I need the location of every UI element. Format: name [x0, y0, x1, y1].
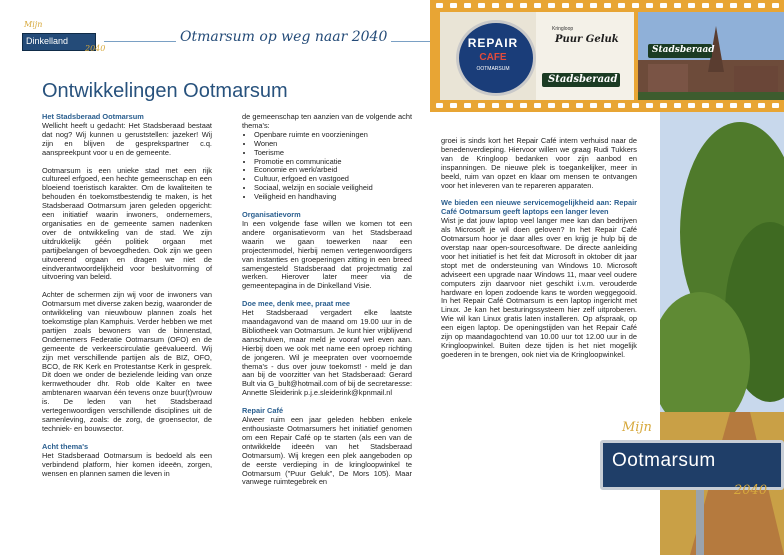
paragraph: In een volgende fase willen we komen tot een andere organisatievorm van het Stadsberaad waarin we gaan toewerken naar een projectenmodel, hierbij nemen vertegenwoordigers van instanties en groeperingen zitting in een breed samengesteld Stadsberaad dat projectmatig zal werken. Hierover later meer via de gemeentepagina in de Dinkelland Visie.	[242, 218, 412, 291]
film-perforation	[716, 3, 723, 8]
paragraph: groei is sinds kort het Repair Café intern verhuisd naar de benedenverdieping. Hiervoor willen we graag Rudi Tukkers van de Kringloop bedanken voor zijn aanbod en inspanningen. De nieuwe plek is toegankelijker, meer in beeld, ruim van opzet en klaar om mensen te ontvangen voor het inleveren van te repareren apparaten.	[441, 136, 637, 190]
list-item: • Toerisme	[254, 149, 412, 158]
repair-logo-line3: OOTMARSUM	[476, 66, 510, 72]
film-perforation	[590, 103, 597, 108]
heading-stadsberaad: Het Stadsberaad Ootmarsum	[42, 112, 144, 121]
heading-repair-cafe: Repair Café	[242, 406, 284, 416]
film-perforation	[730, 103, 737, 108]
column-3	[441, 137, 637, 360]
film-perforation	[534, 3, 541, 8]
film-perforation	[674, 103, 681, 108]
page-title: Ontwikkelingen Ootmarsum	[42, 80, 288, 102]
stadsberaad-logo: Stadsberaad	[548, 74, 618, 85]
paragraph: Het Stadsberaad Ootmarsum is bedoeld als een verbindend platform, hier komen ideeën, zorgen, wensen en plannen samen die leven in	[42, 450, 212, 478]
film-perforation	[758, 3, 765, 8]
film-perforation	[744, 103, 751, 108]
film-perforation	[548, 3, 555, 8]
repair-logo-line1: REPAIR	[467, 36, 519, 50]
film-perforation	[478, 3, 485, 8]
sign-name: Ootmarsum	[612, 450, 716, 471]
film-perforation	[604, 3, 611, 8]
film-perforation	[492, 103, 499, 108]
film-perforation	[576, 103, 583, 108]
film-perforation	[688, 3, 695, 8]
list-item: • Sociaal, welzijn en sociale veiligheid	[254, 184, 412, 193]
film-perforation	[562, 3, 569, 8]
film-perforation	[674, 3, 681, 8]
film-perforation	[604, 103, 611, 108]
film-perforation	[520, 103, 527, 108]
film-perforation	[548, 103, 555, 108]
film-perforation	[772, 3, 779, 8]
sign-pole	[696, 490, 704, 555]
film-perforation	[436, 103, 443, 108]
film-perforation	[520, 3, 527, 8]
film-perforation	[660, 103, 667, 108]
paragraph: Achter de schermen zijn wij voor de inwoners van Ootmarsum met diverse zaken bezig, waaronder de ontwikkeling van nieuwbouw plannen zoals het toekomstige plan Kamphuis. Verder hebben we met partijen zoals bewoners van de binnenstad, Ondernemers Federatie Ootmarsum (OFO) en de gemeente de verkeerscirculatie geëvalueerd. Wij zijn met verschillende partijen als de BIZ, OFO, BCO, de RK Kerk en Protestantse Kerk in gesprek. Dit doen we onder de bezielende leiding van onze kernwethouder dhr. Rob olde Kalter en twee ambtenaren waarvan één tevens onze buur(t)vrouw is. De leden van het Stadsberaad vertegenwoordigen verschillende disciplines uit de samenleving, zoals: de zorg, de groensector, de techniek- en bouwsector.	[42, 290, 212, 433]
paragraph: Wellicht heeft u gedacht: Het Stadsberaad bestaat dat nog? Wij kunnen u geruststellen: jazeker! Wij zijn en blijven de gesprekspartner c.q. aanspreekpunt voor u en de gemeente.	[42, 120, 212, 157]
film-perforation	[632, 103, 639, 108]
film-perforation	[506, 103, 513, 108]
heading-organisatievorm: Organisatievorm	[242, 210, 301, 220]
film-perforation	[450, 103, 457, 108]
film-perforation	[464, 3, 471, 8]
paragraph: Het Stadsberaad vergadert elke laatste maandagavond van de maand om 19.00 uur in de Bibliotheek van Ootmarsum. Je kunt hier vrijblijvend aanschuiven, maar meld je vooraf wel even aan. Hierbij doen we ook met name een oproep richting de jongeren. Wil je meepraten over voornoemde thema's - dus over jouw toekomst! - meld je dan aan bij de voorzitter van het Stadsberaad: Gerard Bult via G_bult@hotmail.com of bij de secretaresse: Annette Sleiderink p.j.e.sleiderink@kpnmail.nl	[242, 308, 412, 398]
brand-name: Dinkelland	[26, 36, 69, 46]
list-item: • Promotie en communicatie	[254, 158, 412, 167]
list-item: • Cultuur, erfgoed en vastgoed	[254, 175, 412, 184]
film-perforation	[702, 3, 709, 8]
film-perforation	[534, 103, 541, 108]
film-perforation	[716, 103, 723, 108]
heading-laptops: We bieden een nieuwe servicemogelijkheid aan: Repair Café Ootmarsum geeft laptops een langer leven	[441, 198, 637, 217]
film-perforation	[436, 3, 443, 8]
brand-year: 2040	[85, 44, 106, 53]
film-perforation	[730, 3, 737, 8]
film-perforation	[590, 3, 597, 8]
film-perforation	[478, 103, 485, 108]
film-perforation	[506, 3, 513, 8]
film-perforation	[660, 3, 667, 8]
list-item: • Wonen	[254, 140, 412, 149]
film-perforation	[688, 103, 695, 108]
film-perforation	[632, 3, 639, 8]
puur-geluk-logo: Puur Geluk	[555, 34, 619, 45]
film-perforation	[772, 103, 779, 108]
film-perforation	[744, 3, 751, 8]
header-title: Otmarsum op weg naar 2040	[176, 29, 391, 45]
film-perforation	[492, 3, 499, 8]
puur-geluk-small: Kringloop	[552, 26, 574, 32]
sign-year: 2040	[734, 483, 768, 498]
column-1	[42, 113, 212, 478]
film-perforation	[646, 3, 653, 8]
stadsberaad-photo-logo: Stadsberaad	[652, 45, 715, 55]
paragraph: de gemeenschap ten aanzien van de volgende acht thema's:	[242, 112, 412, 130]
heading-doe-mee: Doe mee, denk mee, praat mee	[242, 299, 351, 309]
film-perforation	[450, 3, 457, 8]
film-perforation	[702, 103, 709, 108]
themes-list	[242, 131, 412, 202]
film-perforation	[618, 103, 625, 108]
film-perforation	[646, 103, 653, 108]
list-item: • Veiligheid en handhaving	[254, 193, 412, 202]
repair-logo-line2: CAFE	[479, 52, 507, 63]
list-item: • Openbare ruimte en voorzieningen	[254, 131, 412, 140]
paragraph: Alweer ruim een jaar geleden hebben enkele enthousiaste Ootmarsumers het initiatief genomen om een Repair Café op te starten (als een van de ontwikkelde ideeën van het Stadsberaad Ootmarsum). Wij kregen een plek aangeboden op de eerste verdieping in de kringloopwinkel te Ootmarsum ("Puur Geluk", De Mors 105). Maar vanwege ruimtegebrek en	[242, 415, 412, 487]
film-perforation	[562, 103, 569, 108]
heading-acht-themas: Acht thema's	[42, 441, 89, 451]
film-perforation	[618, 3, 625, 8]
brand-mijn: Mijn	[24, 20, 43, 29]
film-perforation	[758, 103, 765, 108]
column-2	[242, 113, 412, 487]
film-perforation	[576, 3, 583, 8]
sign-mijn: Mijn	[622, 420, 652, 435]
list-item: • Economie en werk/arbeid	[254, 166, 412, 175]
paragraph: Ootmarsum is een unieke stad met een rijk cultureel erfgoed, een hechte gemeenschap en een bloeiend toeristisch karakter. Om de kwaliteiten te behouden én toekomstbestendig te maken, is het Stadsberaad Ootmarsum jaren geleden opgericht: een initiatief waarin inwoners, ondernemers, organisaties en de gemeente samen nadenken over de ontwikkeling van de stad. We zijn uitdrukkelijk géén politiek orgaan met partijbelangen of bevoegdheden. Ook zijn we geen uitvoerend orgaan en dragen we niet de eindverantwoordelijkheid voor besluitvorming of uitvoering van beleid.	[42, 165, 212, 282]
film-perforation	[464, 103, 471, 108]
paragraph: Wist je dat jouw laptop veel langer mee kan dan bedrijven als Microsoft je wil doen geloven? In het Repair Café Ootmarsum hoor je daar alles over en krijg je hulp bij de overstap naar open-sourcesoftware. De directe aanleiding voor het initiatief is het feit dat Microsoft in oktober dit jaar stopt met de ondersteuning van Windows 10. Microsoft adviseert een upgrade naar Windows 11, maar veel oudere computers zijn daarvoor niet geschikt i.v.m. verouderde hardware en lopen zodoende kans te worden weggegooid. In het Repair Café Ootmarsum is een laptop ingericht met Linux. Je kan het besturingssysteem hier zelf uitproberen. Wie wil kan Linux gratis laten installeren. Op afspraak, op een eigen laptop. De openingstijden van het Repair Café zijn op maandagochtend van 10.00 uur tot 12.00 uur in de Kringloopwinkel. Buiten deze tijden is het niet mogelijk goederen in te brengen, ook niet via de Kringloopwinkel.	[441, 216, 637, 359]
